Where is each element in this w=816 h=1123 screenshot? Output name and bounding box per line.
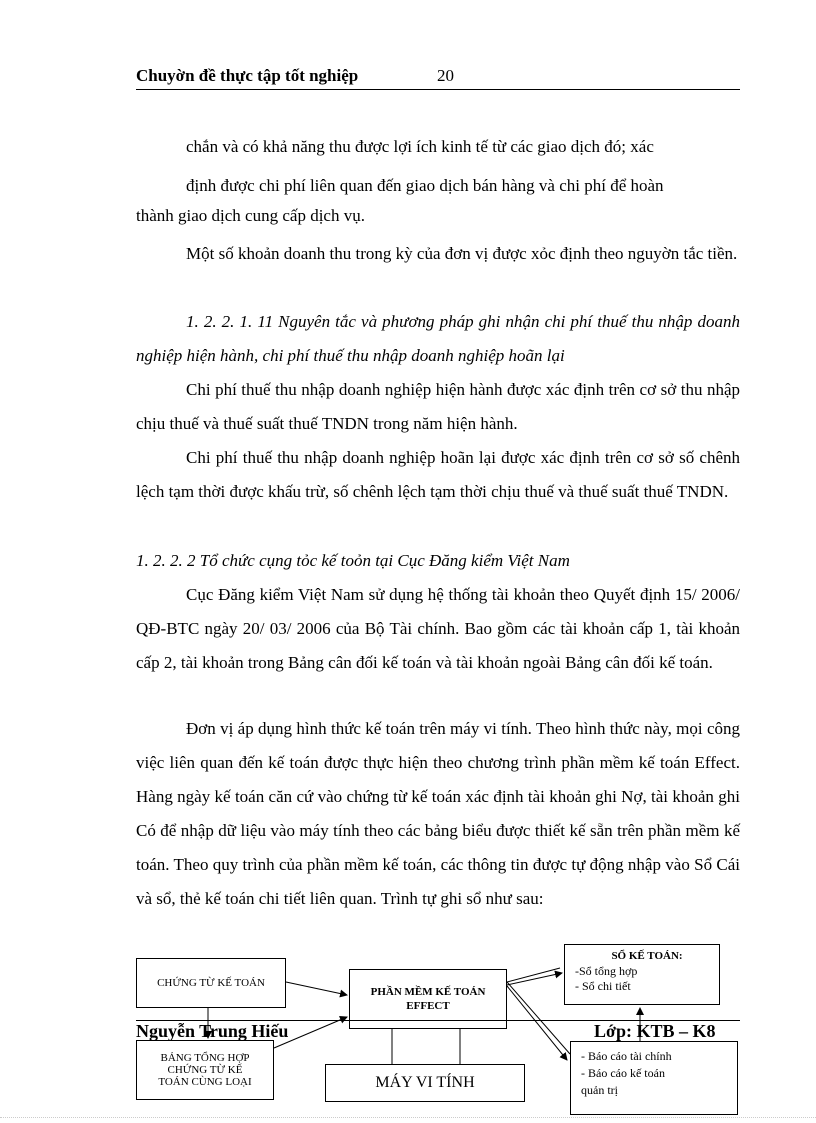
paragraph-line: định được chi phí liên quan đến giao dịch bán hàng và chi phí để hoàn [186, 176, 664, 195]
paragraph: Chi phí thuế thu nhập doanh nghiệp hiện hành được xác định trên cơ sở thu nhập chịu thuế và thuế suất thuế TNDN trong năm hiện hành. [136, 380, 740, 433]
bao-cao-ke-toan-item: - Báo cáo kế toán [581, 1066, 665, 1080]
phan-mem-line: PHẦN MỀM KẾ TOÁN [370, 986, 486, 998]
quan-tri-item: quản trị [581, 1083, 618, 1097]
page-number: 20 [437, 66, 454, 85]
paragraph: Một số khoản doanh thu trong kỳ của đơn vị được xỏc định theo nguyờn tắc tiền. [186, 244, 738, 263]
footer-author: Nguyễn Trung Hiếu [136, 1021, 289, 1041]
arrow-bangtonghop-to-phanmem [274, 1017, 347, 1048]
chung-tu-label: CHỨNG TỪ KẾ TOÁN [157, 977, 265, 989]
paragraph-line: chắn và có khả năng thu được lợi ích kinh tế từ các giao dịch đó; xác [186, 137, 654, 156]
bang-tong-hop-line: CHỨNG TỪ KẾ [167, 1064, 243, 1076]
arrow-phanmem-to-baocao [507, 986, 567, 1060]
phan-mem-line: EFFECT [406, 1000, 450, 1012]
document-header-title: Chuyờn đề thực tập tốt nghiệp [136, 66, 359, 85]
section-heading: 1. 2. 2. 2 Tổ chức cụng tỏc kế toỏn tại Cục Đăng kiểm Việt Nam [136, 551, 570, 570]
may-vi-tinh-label: MÁY VI TÍNH [375, 1074, 475, 1091]
so-tong-hop-item: -Sổ tổng hợp [575, 964, 638, 978]
paragraph-line: thành giao dịch cung cấp dịch vụ. [136, 206, 365, 225]
arrow-chungtu-to-phanmem [286, 982, 347, 995]
so-ke-toan-title: SỔ KẾ TOÁN: [611, 950, 683, 962]
bao-cao-tai-chinh-item: - Báo cáo tài chính [581, 1049, 672, 1063]
so-chi-tiet-item: - Sổ chi tiết [575, 979, 631, 993]
paragraph: Chi phí thuế thu nhập doanh nghiệp hoãn lại được xác định trên cơ sở số chênh lệch tạm thời được khấu trừ, số chênh lệch tạm thời chịu thuế và thuế suất thuế TNDN. [136, 448, 740, 501]
footer-class: Lớp: KTB – K8 [594, 1021, 716, 1041]
bang-tong-hop-line: TOÁN CÙNG LOẠI [158, 1076, 252, 1088]
paragraph: Cục Đăng kiểm Việt Nam sử dụng hệ thống tài khoản theo Quyết định 15/ 2006/ QĐ-BTC ngày 20/ 03/ 2006 của Bộ Tài chính. Bao gồm các tài khoản cấp 1, tài khoản cấp 2, tài khoản trong Bảng cân đối kế toán và tài khoản ngoài Bảng cân đối kế toán. [136, 585, 740, 672]
bang-tong-hop-line: BẢNG TỔNG HỢP [160, 1052, 250, 1064]
section-heading: 1. 2. 2. 1. 11 Nguyên tắc và phương pháp ghi nhận chi phí thuế thu nhập doanh nghiệp hiện hành, chi phí thuế thu nhập doanh nghiệp hoãn lại [136, 312, 740, 365]
page-edge-dots [0, 1117, 816, 1118]
paragraph: Đơn vị áp dụng hình thức kế toán trên máy vi tính. Theo hình thức này, mọi công việc liên quan đến kế toán được thực hiện theo chương trình phần mềm kế toán Effect. Hàng ngày kế toán căn cứ vào chứng từ kế toán xác định tài khoản ghi Nợ, tài khoản ghi Có để nhập dữ liệu vào máy tính theo các bảng biểu được thiết kế sẵn trên phần mềm kế toán. Theo quy trình của phần mềm kế toán, các thông tin được tự động nhập vào Sổ Cái và sổ, thẻ kế toán chi tiết liên quan. Trình tự ghi sổ như sau: [136, 719, 740, 908]
